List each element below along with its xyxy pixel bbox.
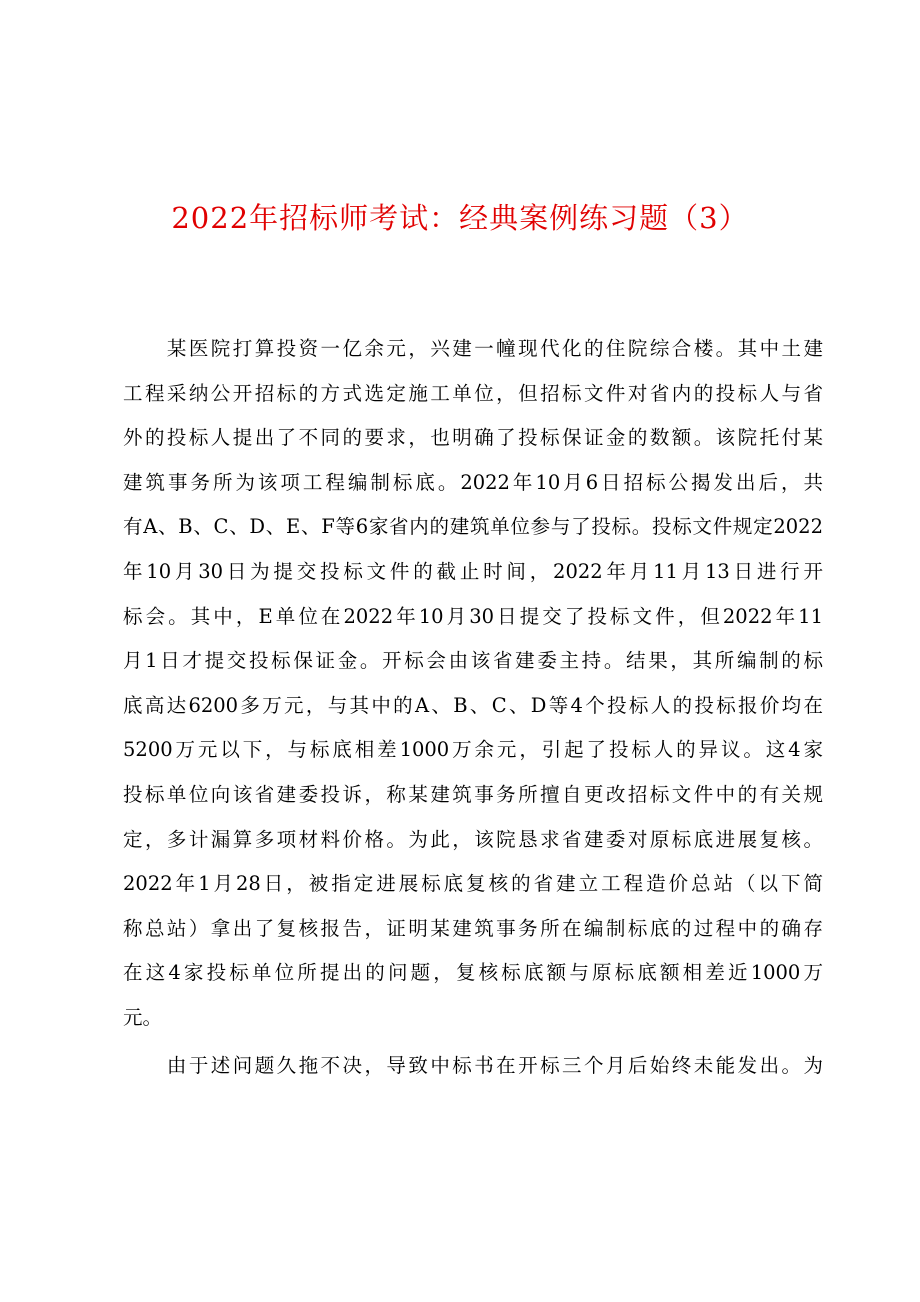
text-line: 月1日才提交投标保证金。开标会由该省建委主持。结果，其所编制的标 [123,649,823,673]
text-line: 某医院打算投资一亿余元，兴建一幢现代化的住院综合楼。其中土建 [123,337,823,360]
text-line: 5200万元以下，与标底相差1000万余元，引起了投标人的异议。这4家 [123,738,823,762]
text-line: 有A、B、C、D、E、F等6家省内的建筑单位参与了投标。投标文件规定2022 [123,515,823,539]
document-title: 2022年招标师考试：经典案例练习题（3） [171,201,749,235]
text-line: 在这4家投标单位所提出的问题，复核标底额与原标底额相差近1000万 [123,961,823,985]
text-line: 元。 [123,1005,163,1029]
text-line: 2022年1月28日，被指定进展标底复核的省建立工程造价总站（以下简 [123,872,823,896]
text-line: 称总站）拿出了复核报告，证明某建筑事务所在编制标底的过程中的确存 [123,916,823,940]
text-line: 建筑事务所为该项工程编制标底。2022年10月6日招标公揭发出后，共 [123,470,823,494]
paragraph [123,327,823,1041]
text-line: 年10月30日为提交投标文件的截止时间，2022年月11月13日进行开 [123,559,823,583]
text-line: 由于述问题久拖不决，导致中标书在开标三个月后始终未能发出。为 [123,1053,823,1077]
document-body [123,327,823,1088]
text-line: 底高达6200多万元，与其中的A、B、C、D等4个投标人的投标报价均在 [123,693,823,717]
text-line: 工程采纳公开招标的方式选定施工单位，但招标文件对省内的投标人与省 [123,381,823,405]
text-line: 投标单位向该省建委投诉，称某建筑事务所擅自更改招标文件中的有关规 [123,782,823,806]
text-line: 标会。其中，E单位在2022年10月30日提交了投标文件，但2022年11 [123,604,823,628]
paragraph [123,1044,823,1089]
text-line: 外的投标人提出了不同的要求，也明确了投标保证金的数额。该院托付某 [123,426,823,450]
text-line: 定，多计漏算多项材料价格。为此，该院恳求省建委对原标底进展复核。 [123,827,823,851]
